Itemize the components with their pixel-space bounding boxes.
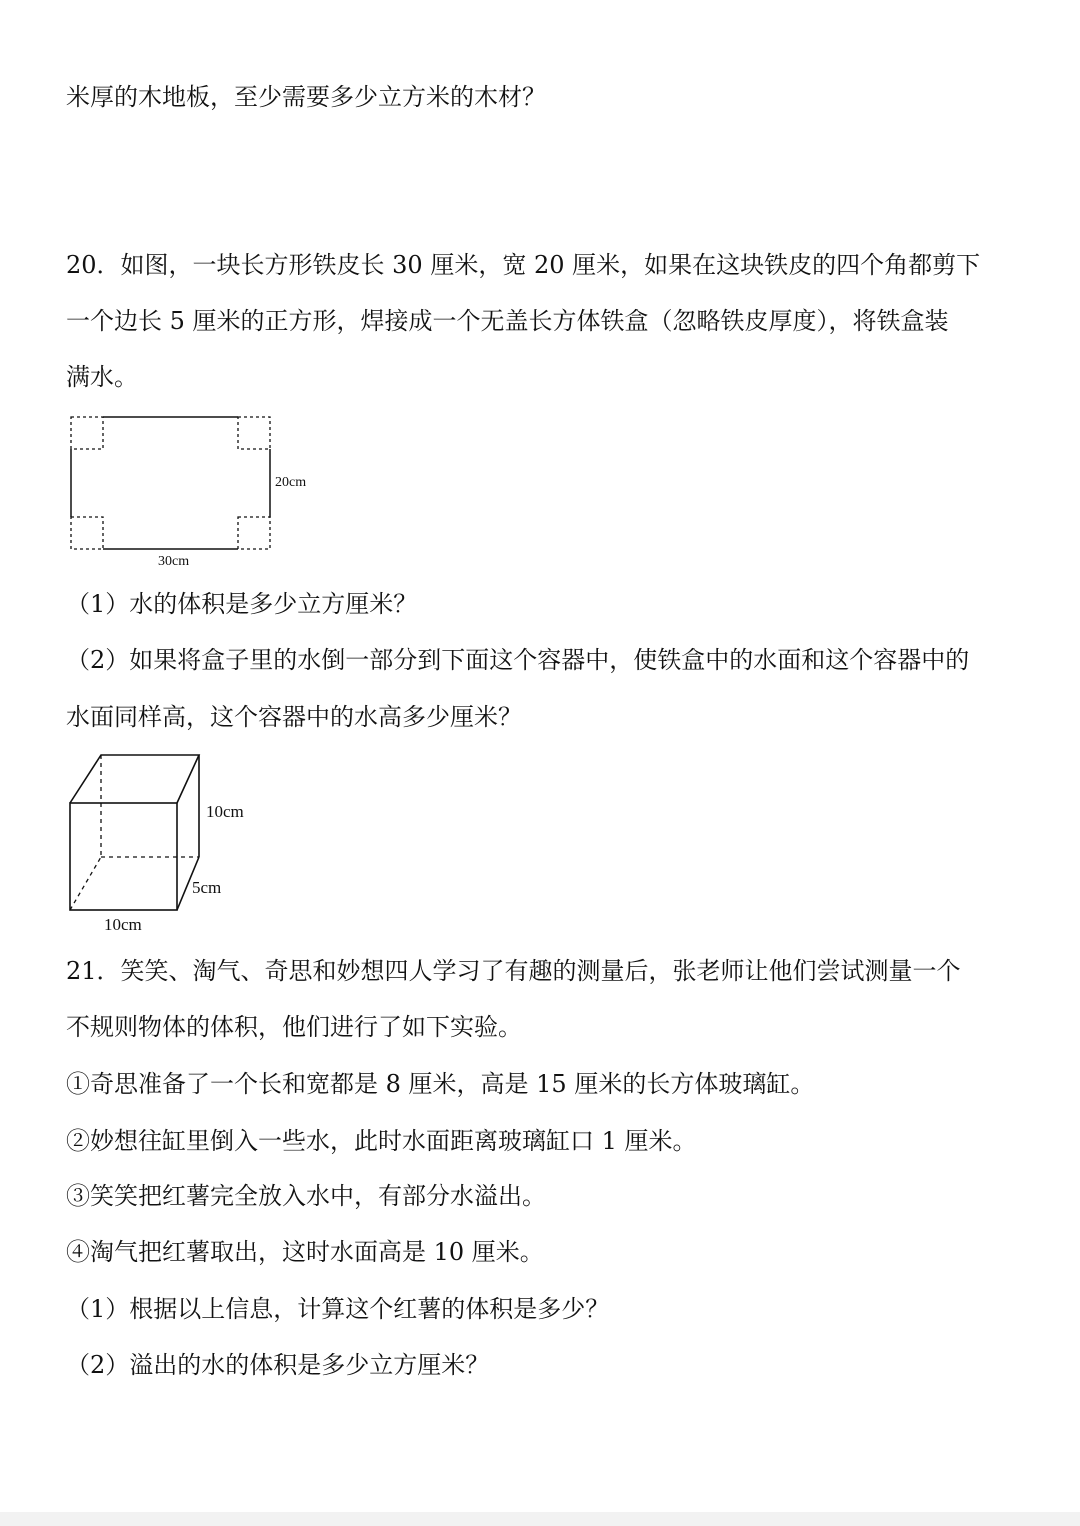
cube-width-label: 10cm [104, 915, 142, 934]
q21-line2: 不规则物体的体积，他们进行了如下实验。 [66, 1013, 522, 1041]
corner-square-top-right [238, 417, 270, 449]
q20-sub1: （1）水的体积是多少立方厘米？ [66, 590, 418, 618]
q20-sub2-line1: （2）如果将盒子里的水倒一部分到下面这个容器中，使铁盒中的水面和这个容器中的 [66, 646, 970, 674]
q20-line2: 一个边长 5 厘米的正方形，焊接成一个无盖长方体铁盒（忽略铁皮厚度），将铁盒装 [66, 307, 949, 335]
cube-height-label: 10cm [206, 802, 244, 821]
continuation-text: 米厚的木地板，至少需要多少立方米的木材？ [66, 83, 546, 111]
sheet-width-label: 30cm [158, 554, 190, 569]
cube-depth-label: 5cm [192, 878, 222, 897]
corner-square-bottom-left [71, 517, 103, 549]
q21-line1: 21．笑笑、淘气、奇思和妙想四人学习了有趣的测量后，张老师让他们尝试测量一个 [66, 957, 961, 985]
q21-step1: ①奇思准备了一个长和宽都是 8 厘米，高是 15 厘米的长方体玻璃缸。 [66, 1070, 815, 1098]
q21-sub1: （1）根据以上信息，计算这个红薯的体积是多少？ [66, 1295, 610, 1323]
cube-container-diagram [60, 745, 270, 940]
page-bottom-edge [0, 1512, 1080, 1526]
q21-sub2: （2）溢出的水的体积是多少立方厘米？ [66, 1351, 490, 1379]
q21-step4: ④淘气把红薯取出，这时水面高是 10 厘米。 [66, 1238, 544, 1266]
q20-sub2-line2: 水面同样高，这个容器中的水高多少厘米？ [66, 703, 522, 731]
sheet-diagram [60, 405, 330, 575]
q21-step2: ②妙想往缸里倒入一些水，此时水面距离玻璃缸口 1 厘米。 [66, 1127, 697, 1155]
corner-square-bottom-right [238, 517, 270, 549]
q20-line3: 满水。 [66, 363, 138, 391]
q21-step3: ③笑笑把红薯完全放入水中，有部分水溢出。 [66, 1182, 546, 1210]
sheet-height-label: 20cm [275, 475, 307, 490]
q20-line1: 20．如图，一块长方形铁皮长 30 厘米，宽 20 厘米，如果在这块铁皮的四个角都剪下 [66, 251, 981, 279]
corner-square-top-left [71, 417, 103, 449]
